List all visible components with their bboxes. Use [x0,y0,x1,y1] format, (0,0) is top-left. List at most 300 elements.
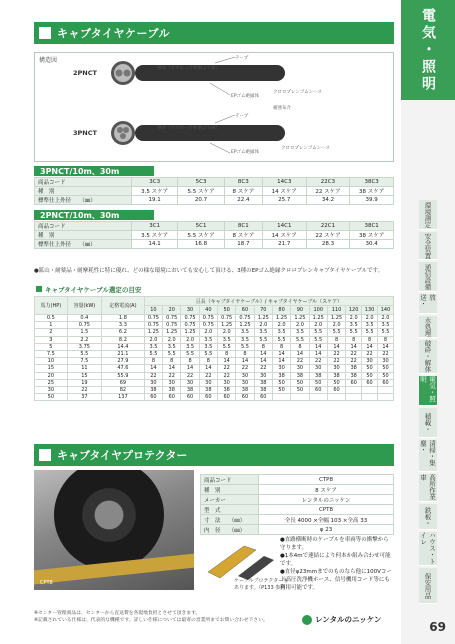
callout-ep-insulator: EPゴム絶縁体 [231,94,260,99]
selection-cell: 6.2 [102,329,145,336]
table-row [35,379,394,386]
selection-cell: 60 [362,379,378,386]
selection-cell: 3.3 [102,322,145,329]
selection-cell: 7.5 [35,350,68,357]
selection-cell [346,394,362,401]
selection-cell: 5 [35,343,68,350]
selection-cell: 5.5 [309,336,327,343]
selection-heading-text: キャブタイヤケーブル選定の目安 [45,286,142,294]
selection-cell: 3.5 [254,329,272,336]
table-row [35,365,394,372]
table-row [35,386,394,393]
protector-value: CTP8 [259,475,394,485]
protector-label: 種 別 [201,485,259,495]
selection-cell: 30 [181,379,199,386]
selection-cell: 3.5 [163,343,181,350]
sidebar-tab-12[interactable]: 保安用品 [419,568,437,604]
table-row [35,394,394,401]
selection-cell: 15 [35,365,68,372]
selection-cell: 0.4 [67,315,101,322]
selection-cell: 2.0 [346,315,362,322]
selection-cell: 22 [199,372,217,379]
protector-value: φ 23 [259,525,394,535]
selection-length: 40 [199,306,217,315]
protector-value: CPT8 [259,505,394,515]
spec-row [35,196,394,205]
selection-cell: 30 [309,365,327,372]
selection-cell: 5.5 [346,329,362,336]
selection-cell: 5.5 [236,343,254,350]
selection-cell: 38 [254,386,272,393]
selection-cell: 14 [309,343,327,350]
selection-cell: 38 [346,372,362,379]
selection-cell: 38 [327,372,345,379]
bullet-square-icon [36,286,42,292]
protector-photo [34,470,194,590]
selection-table [34,296,394,401]
spec-cell: 38C3 [350,178,394,187]
selection-cell: 14 [163,365,181,372]
selection-cell: 38 [291,372,309,379]
thumb-caption-1: ケーブルプロテクターも [234,578,289,584]
callout-reinforce: 補強布介 [273,106,291,111]
selection-cell: 19 [67,379,101,386]
selection-cell: 50 [362,372,378,379]
selection-cell: 22 [346,358,362,365]
selection-cell: 3 [35,336,68,343]
selection-cell: 22 [378,350,394,357]
selection-cell: 38 [346,365,362,372]
selection-cell: 11 [67,365,101,372]
selection-cell: 137 [102,394,145,401]
selection-cell: 3.5 [144,343,162,350]
selection-cell: 38 [254,379,272,386]
selection-col-header: 容量(kW) [67,297,101,315]
selection-cell: 1.25 [144,329,162,336]
spec-row-label: 標準仕上外径 （㎜） [35,196,132,205]
callout-sheath: クロロプレンゴムシース [273,90,322,95]
spec-cell: 5.5 スケア [178,187,224,196]
selection-cell: 5.5 [181,350,199,357]
selection-cell: 0.75 [218,315,236,322]
selection-cell: 60 [199,394,217,401]
selection-cell: 22 [144,372,162,379]
selection-cell: 3.5 [181,343,199,350]
selection-cell: 30 [362,358,378,365]
table-row [35,343,394,350]
selection-length: 120 [346,306,362,315]
table-row [35,329,394,336]
callout-conductor: 導体（すずめっき軟銅より線） [157,66,220,71]
selection-cell: 60 [218,394,236,401]
selection-cell: 5.5 [362,329,378,336]
selection-cell: 2.0 [327,322,345,329]
selection-cell: 15 [67,372,101,379]
selection-cell: 8 [163,358,181,365]
callout-conductor-2: 導体（すずめっき軟銅より線） [157,126,220,131]
company-logo [302,614,381,625]
spec-cell: 14C3 [262,178,306,187]
selection-cell: 30 [291,365,309,372]
selection-cell: 38 [163,386,181,393]
selection-cell: 2.2 [67,336,101,343]
selection-cell: 2.0 [378,315,394,322]
selection-cell: 1.5 [67,329,101,336]
protector-label: 型 式 [201,505,259,515]
spec-row [35,240,394,249]
selection-cell: 2.0 [163,336,181,343]
selection-cell: 55.9 [102,372,145,379]
protector-title-bar [34,444,394,466]
selection-cell: 2.0 [291,322,309,329]
table-row [201,525,394,535]
table-row [201,505,394,515]
selection-cell: 25 [35,379,68,386]
selection-cell: 22 [218,365,236,372]
selection-cell: 5.5 [291,336,309,343]
selection-cell: 22 [218,372,236,379]
selection-cell: 3.5 [291,329,309,336]
selection-cell: 5.5 [309,329,327,336]
spec-cell: 14 スケア [262,231,306,240]
page-title: キャブタイヤケーブル [57,27,171,40]
sidebar-tab-3[interactable]: 放送・ [419,294,437,314]
selection-cell: 60 [378,379,394,386]
selection-cell: 22 [346,350,362,357]
selection-cell: 30 [236,379,254,386]
callout-ep-insulator-2: EPゴム絶縁体 [231,150,260,155]
spec-cell: 30.4 [350,240,394,249]
sidebar-tab-10[interactable]: 鉄板・ [419,504,437,530]
selection-cell: 1.8 [102,315,145,322]
sidebar-tab-4[interactable]: 水処理 [419,316,437,338]
table-row [201,485,394,495]
selection-cell: 38 [181,386,199,393]
selection-cell: 0.75 [199,322,217,329]
selection-cell: 8 [254,343,272,350]
selection-cell: 1.25 [291,315,309,322]
protector-label: 内 径 （㎜） [201,525,259,535]
selection-cell: 1.25 [163,329,181,336]
selection-cell: 60 [181,394,199,401]
selection-cell: 0.75 [181,322,199,329]
selection-cell: 1.25 [181,329,199,336]
selection-cell: 7.5 [67,358,101,365]
protector-bullets [280,536,394,592]
selection-cell: 14 [254,358,272,365]
spec-cell: 8 スケア [224,231,262,240]
spec-row-label: 商品コード [35,178,132,187]
table-row [201,475,394,485]
selection-cell: 5.5 [67,350,101,357]
spec-row-label: 種 別 [35,187,132,196]
selection-cell: 60 [346,379,362,386]
spec-cell: 38C1 [350,222,394,231]
selection-cell: 3.5 [236,336,254,343]
selection-cell: 38 [309,372,327,379]
selection-cell: 1.25 [236,322,254,329]
page-number: 69 [429,620,446,634]
list-item: ●1本4mで連結により何本か組み合わせ可能です。 [280,553,391,567]
spec-cell: 22 スケア [306,187,350,196]
selection-cell: 5.5 [272,336,290,343]
list-item: ●直径φ23mmまでのものなら他に100Vコード高圧洗浄機ホース、信号機用コード等にも利用可能です。 [280,569,392,591]
selection-cell: 8 [218,350,236,357]
selection-cell: 14 [218,358,236,365]
selection-cell: 47.6 [102,365,145,372]
spec-row-label: 標準仕上外径 （㎜） [35,240,132,249]
selection-cell: 0.75 [199,315,217,322]
selection-cell: 22 [67,386,101,393]
table-row [35,350,394,357]
sidebar-tab-7[interactable]: 積載・ [419,408,437,438]
selection-cell: 2.0 [199,329,217,336]
sidebar-tab-1[interactable]: 安全装置 [419,232,437,260]
cable-note: ●鉱山・耐薬品・耐摩耗性に特に優れ、どの様な環境においても安心して頂ける、3種のEPゴム絶縁クロロプレンキャブタイヤケーブルです。 [34,268,384,274]
selection-col-header: 馬力(HP) [35,297,68,315]
selection-cell: 14 [346,343,362,350]
selection-cell: 38 [218,386,236,393]
selection-cell: 27.9 [102,358,145,365]
sidebar-tab-8[interactable]: 清掃・集塵・ [419,440,437,472]
selection-cell: 3.5 [378,322,394,329]
structure-diagram [34,52,394,162]
selection-cell: 50 [378,365,394,372]
selection-cell: 60 [144,394,162,401]
selection-cell [291,394,309,401]
selection-cell: 21.1 [102,350,145,357]
list-item: ●直路横断時のケーブルを車両等の衝撃から守ります。 [280,537,389,551]
sidebar-tab-5[interactable]: 破砕・解体 [419,340,437,374]
selection-cell: 3.75 [67,343,101,350]
selection-cell: 14.4 [102,343,145,350]
table-row [201,495,394,505]
selection-cell: 8 [362,336,378,343]
selection-cell: 0.5 [35,315,68,322]
logo-mark-icon [302,615,312,625]
selection-cell: 1 [35,322,68,329]
selection-length: 30 [181,306,199,315]
selection-length: 100 [309,306,327,315]
page-title-bar [34,22,394,44]
selection-cell: 1.25 [309,315,327,322]
selection-cell: 2.0 [254,322,272,329]
selection-cell: 50 [291,379,309,386]
selection-length: 110 [327,306,345,315]
selection-cell: 8 [236,350,254,357]
selection-cell: 22 [291,358,309,365]
selection-cell: 50 [291,386,309,393]
title-square-icon [39,449,51,461]
selection-col-header: 定格電流(A) [102,297,145,315]
selection-cell: 22 [327,350,345,357]
table-row [35,315,394,322]
spec-row [35,231,394,240]
selection-cell: 0.75 [144,322,162,329]
protector-value: 8 スケア [259,485,394,495]
protector-title: キャブタイヤプロテクター [57,449,188,462]
spec-cell: 22C3 [306,178,350,187]
selection-cell [327,394,345,401]
selection-cell: 60 [309,386,327,393]
spec-cell: 5C3 [178,178,224,187]
spec3-heading: 3PNCT/10m、30m [34,166,154,176]
spec-cell: 19.1 [132,196,178,205]
category-tab[interactable]: 電気・照明 [401,0,455,100]
selection-cell: 69 [102,379,145,386]
selection-length: 10 [144,306,162,315]
selection-cell: 50 [327,379,345,386]
selection-cell: 30 [236,372,254,379]
selection-cell: 50 [272,386,290,393]
spec-row-label: 種 別 [35,231,132,240]
selection-cell: 30 [218,379,236,386]
selection-cell: 8 [378,336,394,343]
selection-cell: 50 [362,365,378,372]
selection-cell: 60 [236,394,254,401]
protector-value: 全長 4000 ×全幅 103 ×全高 33 [259,515,394,525]
selection-cell: 30 [272,365,290,372]
spec-cell: 5C1 [178,222,224,231]
sidebar-tab-11[interactable]: ハウス・トイレ [419,532,436,565]
selection-cell: 22 [163,372,181,379]
spec-cell: 8 スケア [224,187,262,196]
selection-cell: 3.5 [218,336,236,343]
selection-length: 140 [378,306,394,315]
selection-cell [378,386,394,393]
selection-cell: 50 [378,372,394,379]
selection-cell: 14 [144,365,162,372]
selection-cell: 3.5 [346,322,362,329]
selection-length: 130 [362,306,378,315]
selection-cell: 2.0 [309,322,327,329]
selection-cell: 50 [272,379,290,386]
spec-row-label: 商品コード [35,222,132,231]
selection-cell: 14 [309,350,327,357]
table-row [35,322,394,329]
selection-cell: 22 [236,365,254,372]
spec2-heading: 2PNCT/10m、30m [34,210,154,220]
selection-cell: 50 [35,394,68,401]
selection-cell: 5.5 [378,329,394,336]
cable-protector-thumb-icon [204,542,276,580]
selection-cell: 60 [327,386,345,393]
logo-text: レンタルのニッケン [315,615,382,624]
spec-cell: 21.7 [262,240,306,249]
selection-length: 50 [218,306,236,315]
selection-cell: 14 [362,343,378,350]
selection-cell: 14 [291,350,309,357]
protector-label: 寸 法 （㎜） [201,515,259,525]
selection-cell: 37 [67,394,101,401]
selection-cell: 20 [35,372,68,379]
sidebar-tab-2[interactable]: 通信設備 [419,262,437,292]
diagram-label: 構造図 [39,57,58,64]
selection-cell: 8.2 [102,336,145,343]
selection-length: 90 [291,306,309,315]
selection-cell [362,386,378,393]
spec-row [35,178,394,187]
selection-heading [36,285,141,294]
selection-cell: 38 [199,386,217,393]
selection-cell: 8 [199,358,217,365]
selection-cell: 1.25 [327,315,345,322]
selection-cell: 30 [144,379,162,386]
selection-header-row [35,297,394,306]
footer-line-1: ※センター管理商品は、センターから直送費を各現地負担とさせて頂きます。 [34,611,201,616]
table-row [201,515,394,525]
selection-cell [346,386,362,393]
selection-cell: 0.75 [144,315,162,322]
selection-cell: 0.75 [236,315,254,322]
sidebar-tab-0[interactable]: 環境測定 [419,200,437,230]
selection-cell: 2 [35,329,68,336]
spec-cell: 22 スケア [306,231,350,240]
model-2pnct: 2PNCT [73,69,97,77]
spec-cell: 38 スケア [350,187,394,196]
selection-cell: 14 [272,358,290,365]
selection-cell: 8 [272,343,290,350]
protector-label: メーカー [201,495,259,505]
spec-cell: 14 スケア [262,187,306,196]
spec-cell: 3.5 スケア [132,231,178,240]
spec-row [35,222,394,231]
selection-cell [362,394,378,401]
selection-cell [272,394,290,401]
sidebar-tab-9[interactable]: 高所作業車 [419,474,436,500]
selection-cell: 30 [254,372,272,379]
selection-cell: 38 [272,372,290,379]
selection-cell: 5.5 [199,350,217,357]
model-3pnct: 3PNCT [73,129,97,137]
spec-cell: 38 スケア [350,231,394,240]
selection-cell: 5.5 [144,350,162,357]
selection-cell: 8 [144,358,162,365]
selection-length: 80 [272,306,290,315]
selection-length: 20 [163,306,181,315]
spec-cell: 25.7 [262,196,306,205]
selection-cell: 0.75 [163,315,181,322]
spec3-table [34,177,394,205]
selection-cell: 8 [327,336,345,343]
selection-cell: 3.5 [362,322,378,329]
tire-image [54,470,164,570]
selection-cell [378,394,394,401]
selection-cell: 5.5 [327,329,345,336]
spec2-table [34,221,394,249]
selection-cell: 14 [378,343,394,350]
protector-label: 商品コード [201,475,259,485]
selection-cell: 50 [309,379,327,386]
selection-cell: 22 [327,358,345,365]
sidebar-tab-6[interactable]: 電気・照明 [419,376,437,406]
selection-cell: 22 [362,350,378,357]
selection-cell: 60 [254,394,272,401]
spec-cell: 8C1 [224,222,262,231]
selection-cell: 10 [35,358,68,365]
selection-cell: 0.75 [67,322,101,329]
photo-caption: CPT8 [40,580,53,586]
footer-line-2: ※記載されている仕様は、代表的な機種です。詳しい仕様については最寄の営業所までお問い合わせ下さい。 [34,618,268,623]
spec-row [35,187,394,196]
table-row [35,372,394,379]
thumb-caption-2: あります。（P133 参照） [234,585,291,591]
selection-cell: 2.0 [272,322,290,329]
selection-cell: 5.5 [163,350,181,357]
selection-cell [309,394,327,401]
callout-sheath-2: クロロプレンゴムシース [281,146,330,151]
spec-cell: 18.7 [224,240,262,249]
